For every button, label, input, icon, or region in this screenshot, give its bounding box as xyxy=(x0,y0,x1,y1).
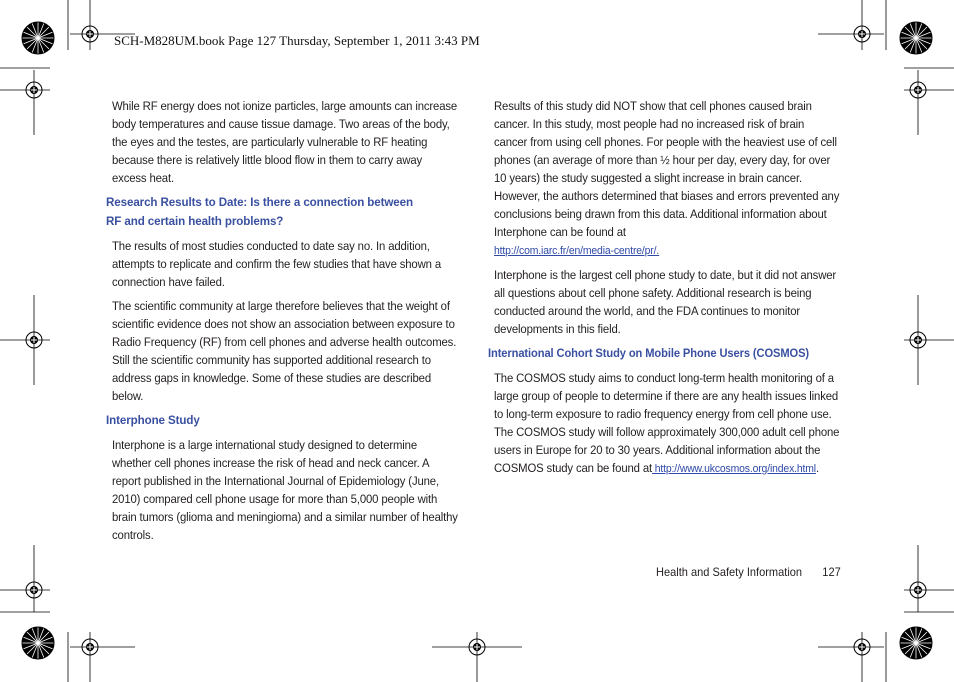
paragraph-cosmos-end: . xyxy=(815,461,820,475)
paragraph-cosmos-text: The COSMOS study aims to conduct long-term health monitoring of a large group of people to determine if there are any health issues linked to long-term exposure to radio frequency energy from cell phone use. The COSMOS study will follow approximately 300,000 adult cell phone users in Europe for 20 to 30 years. Additional information about the COSMOS study can be found at xyxy=(494,371,840,475)
heading-interphone-study: Interphone Study xyxy=(106,414,200,427)
print-slug-header: SCH-M828UM.book Page 127 Thursday, September 1, 2011 3:43 PM xyxy=(114,33,480,48)
paragraph-interphone: Interphone is a large international study designed to determine whether cell phones increase the risk of head and neck cancer. A report published in the International Journal of Epidemiology (June, 2010) compared cell phone usage for more than 5,000 people with brain tumors (glioma and meningioma) and a similar number of healthy controls. xyxy=(112,438,458,542)
heading-research-results-line1: Research Results to Date: Is there a connection between xyxy=(106,196,413,209)
paragraph-scientific-community: The scientific community at large therefore believes that the weight of scientific evidence does not show an association between exposure to Radio Frequency (RF) from cell phones and adverse health outcomes. Still the scientific community has supported additional research to address gaps in knowledge. Some of these studies are described below. xyxy=(112,299,457,403)
heading-research-results-line2: RF and certain health problems? xyxy=(106,215,284,228)
paragraph-interphone-results xyxy=(494,97,840,260)
paragraph-interphone-results-text: Results of this study did NOT show that cell phones caused brain cancer. In this study, most people had no increased risk of brain cancer from using cell phones. For people with the heaviest use of cell phones (an average of more than ½ hour per day, every day, for over 10 years) the study suggested a slight increase in brain cancer. However, the authors determined that biases and errors prevented any conclusions being drawn from this data. Additional information about Interphone can be found at xyxy=(494,99,840,239)
heading-cosmos: International Cohort Study on Mobile Phone Users (COSMOS) xyxy=(488,347,810,360)
page-footer xyxy=(656,565,841,579)
ukcosmos-link[interactable]: http://www.ukcosmos.org/index.html xyxy=(652,463,816,475)
paragraph-cosmos xyxy=(494,369,840,478)
heading-research-results xyxy=(106,193,458,231)
right-column xyxy=(488,97,840,484)
paragraph-rf-heating: While RF energy does not ionize particles, large amounts can increase body temperatures and cause tissue damage. Two areas of the body, the eyes and the testes, are particularly vulnerable to RF heating because there is relatively little blood flow in them to carry away excess heat. xyxy=(112,99,458,185)
paragraph-largest-study: Interphone is the largest cell phone study to date, but it did not answer all questions about cell phone safety. Additional research is being conducted around the world, and the FDA continues to monitor developments in this field. xyxy=(494,268,837,336)
paragraph-studies-say-no: The results of most studies conducted to date say no. In addition, attempts to replicate and confirm the few studies that have shown a connection have failed. xyxy=(112,239,441,289)
iarc-link[interactable]: http://com.iarc.fr/en/media-centre/pr/. xyxy=(494,245,660,257)
footer-section-title: Health and Safety Information xyxy=(656,565,803,579)
left-column xyxy=(106,97,458,550)
page-number: 127 xyxy=(822,565,841,579)
